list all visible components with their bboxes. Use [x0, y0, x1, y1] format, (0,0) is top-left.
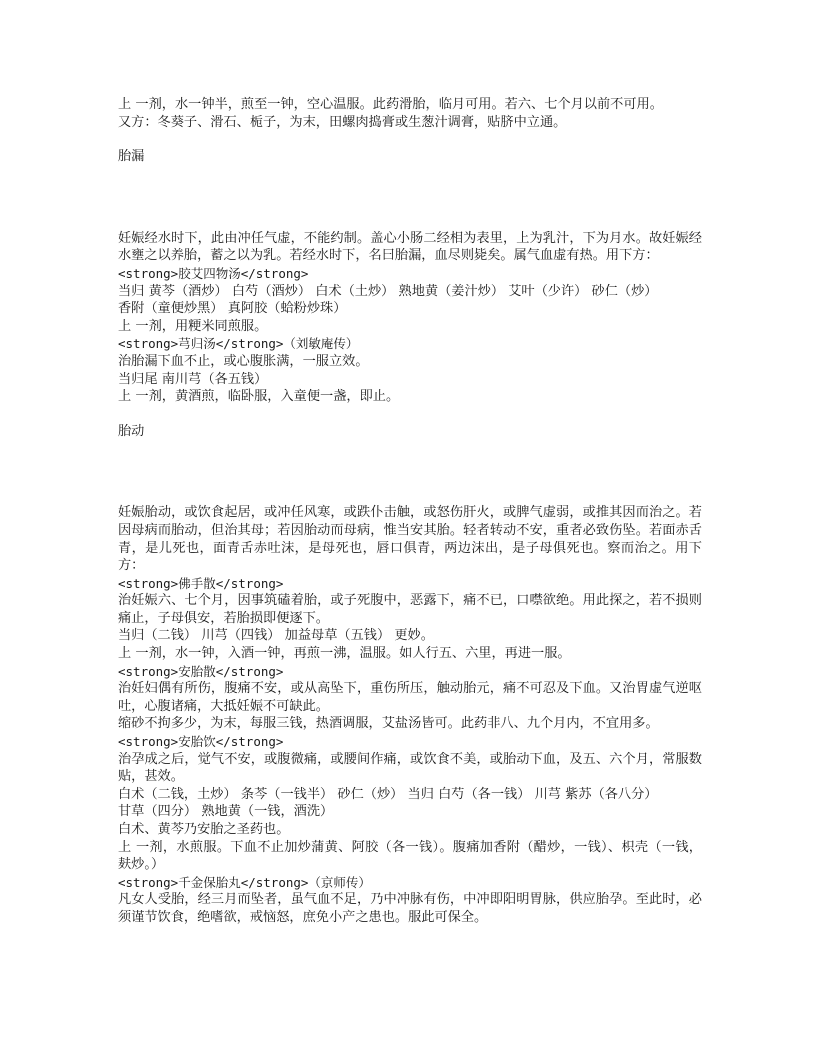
formula-description-paragraph: 治妊娠六、七个月，因事筑磕着胎，或子死腹中，恶露下，痛不已，口噤欲绝。用此探之，若不损则痛止，子母俱安，若胎损即便逐下。: [118, 593, 702, 626]
formula-description-paragraph: 凡女人受胎，经三月而坠者，虽气血不足，乃中冲脉有伤，中冲即阳明胃脉，供应胎孕。至此时，必须谨节饮食，绝嗜欲，戒恼怒，庶免小产之患也。服此可保全。: [118, 892, 702, 925]
formula-title-foshousan: <strong>佛手散</strong>: [118, 575, 284, 591]
formula-herbs-line: 甘草（四分） 熟地黄（一钱，酒洗）: [118, 804, 334, 820]
formula-title-antaisan: <strong>安胎散</strong>: [118, 663, 284, 679]
formula-description-paragraph: 治孕成之后，觉气不安，或腹微痛，或腰间作痛，或饮食不美，或胎动下血，及五、六个月，常服数贴，甚效。: [118, 751, 702, 785]
formula-herbs-line: 香附（童便炒黑） 真阿胶（蛤粉炒珠）: [118, 301, 347, 317]
section-heading-tailou: 胎漏: [118, 149, 145, 165]
formula-herbs-line: 当归（二钱） 川芎（四钱） 加益母草（五钱） 更妙。: [118, 628, 434, 644]
formula-herbs-line: 当归尾 南川芎（各五钱）: [118, 371, 268, 387]
formula-usage-line: 缩砂不拘多少，为末，每服三钱，热酒调服，艾盐汤皆可。此药非八、九个月内，不宜用多。: [118, 716, 659, 732]
formula-description-paragraph: 治妊妇偶有所伤，腹痛不安，或从高坠下，重伤所压，触动胎元，痛不可忍及下血。又治胃虚气逆呕吐，心腹诸痛，大抵妊娠不可缺此。: [118, 681, 702, 714]
section-tailou-intro-paragraph: 妊娠经水时下，此由冲任气虚，不能约制。盖心小肠二经相为表里，上为乳汁，下为月水。故妊娠经水壅之以养胎，蓄之以为乳。若经水时下，名曰胎漏，血尽则毙矣。属气血虚有热。用下方：: [118, 230, 702, 264]
formula-usage-line: 上 一剂，用粳米同煎服。: [118, 318, 268, 334]
formula-usage-line: 上 一剂，黄酒煎，临卧服，入童便一盏，即止。: [118, 389, 400, 405]
formula-usage-paragraph: 上 一剂，水煎服。下血不止加炒蒲黄、阿胶（各一钱）。腹痛加香附（醋炒，一钱）、枳壳（一钱，麸炒。）: [118, 839, 702, 873]
section-heading-taidong: 胎动: [118, 423, 145, 439]
section-taidong-intro-paragraph: 妊娠胎动，或饮食起居，或冲任风寒，或跌仆击触，或怒伤肝火，或脾气虚弱，或推其因而治之。若因母病而胎动，但治其母；若因胎动而母病，惟当安其胎。轻者转动不安，重者必致伤坠。若面赤舌青，是儿死也，面青舌赤吐沫，是母死也，唇口俱青，两边沫出，是子母俱死也。察而治之。用下方：: [118, 505, 702, 574]
intro-alt-formula-line: 又方：冬葵子、滑石、栀子，为末，田螺肉捣膏或生葱汁调膏，贴脐中立通。: [118, 114, 567, 130]
formula-title-jiaoai-siwutang: <strong>胶艾四物汤</strong>: [118, 265, 309, 281]
formula-herbs-line: 白术（二钱，土炒） 条芩（一钱半） 砂仁（炒） 当归 白芍（各一钱） 川芎 紫苏（各八分）: [118, 786, 658, 802]
formula-note-line: 白术、黄芩乃安胎之圣药也。: [118, 822, 290, 837]
formula-usage-line: 上 一剂，水一钟，入酒一钟，再煎一沸，温服。如人行五、六里，再进一服。: [118, 646, 571, 662]
document-page: [118, 96, 702, 927]
formula-title-xiongguitang: <strong>芎归汤</strong>（刘敏庵传）: [118, 336, 359, 352]
intro-usage-line: 上 一剂，水一钟半，煎至一钟，空心温服。此药滑胎，临月可用。若六、七个月以前不可用。: [118, 97, 663, 112]
formula-herbs-line: 当归 黄芩（酒炒） 白芍（酒炒） 白术（土炒） 熟地黄（姜汁炒） 艾叶（少许） 砂仁（炒）: [118, 283, 658, 299]
formula-description-line: 治胎漏下血不止，或心腹胀满，一服立效。: [118, 353, 369, 369]
formula-title-antaiyin: <strong>安胎饮</strong>: [118, 734, 284, 750]
formula-title-qianjin-baotaiwan: <strong>千金保胎丸</strong>（京师传）: [118, 874, 371, 890]
